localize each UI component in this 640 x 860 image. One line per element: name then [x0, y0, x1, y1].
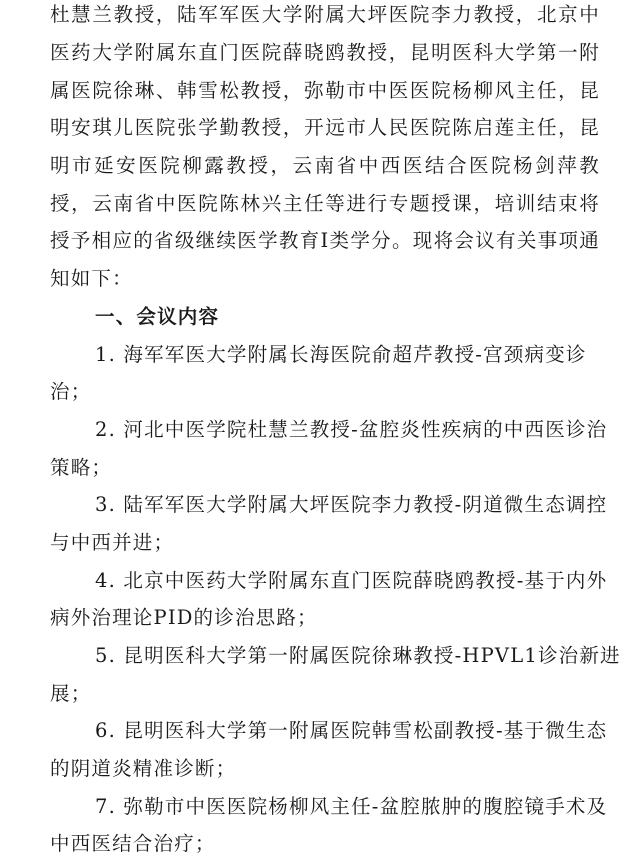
agenda-item-2-second: 策略； [50, 456, 113, 479]
agenda-item-6-second: 的阴道炎精准诊断； [50, 757, 237, 780]
agenda-item-1-second: 治； [50, 380, 92, 403]
agenda-item-7-first: 7. 弥勒市中医医院杨柳风主任-盆腔脓肿的腹腔镜手术及 [95, 795, 608, 818]
agenda-item-7-second: 中西医结合治疗； [50, 832, 216, 855]
agenda-item-3-first: 3. 陆军军医大学附属大坪医院李力教授-阴道微生态调控 [95, 493, 608, 516]
intro-line-7: 授予相应的省级继续医学教育I类学分。现将会议有关事项通 [50, 229, 600, 252]
intro-line-6: 授，云南省中医院陈林兴主任等进行专题授课，培训结束将 [50, 192, 600, 215]
section-heading: 一、会议内容 [95, 305, 220, 328]
intro-line-8: 知如下： [50, 267, 133, 290]
intro-line-2: 医药大学附属东直门医院薛晓鸥教授，昆明医科大学第一附 [50, 41, 600, 64]
intro-line-3: 属医院徐琳、韩雪松教授，弥勒市中医医院杨柳风主任，昆 [50, 79, 600, 102]
agenda-item-1-first: 1. 海军军医大学附属长海医院俞超芹教授-宫颈病变诊 [95, 343, 587, 366]
agenda-item-3-second: 与中西并进； [50, 531, 175, 554]
agenda-item-2-first: 2. 河北中医学院杜慧兰教授-盆腔炎性疾病的中西医诊治 [95, 418, 608, 441]
agenda-item-5-first: 5. 昆明医科大学第一附属医院徐琳教授-HPVL1诊治新进 [95, 644, 621, 667]
agenda-item-4-second: 病外治理论PID的诊治思路； [50, 606, 318, 629]
intro-line-4: 明安琪儿医院张学勤教授，开远市人民医院陈启莲主任，昆 [50, 116, 600, 139]
agenda-item-4-first: 4. 北京中医药大学附属东直门医院薛晓鸥教授-基于内外 [95, 569, 608, 592]
agenda-item-6-first: 6. 昆明医科大学第一附属医院韩雪松副教授-基于微生态 [95, 719, 608, 742]
agenda-item-5-second: 展； [50, 682, 92, 705]
intro-line-1: 杜慧兰教授，陆军军医大学附属大坪医院李力教授，北京中 [50, 3, 600, 26]
intro-line-5: 明市延安医院柳露教授，云南省中西医结合医院杨剑萍教 [50, 154, 600, 177]
